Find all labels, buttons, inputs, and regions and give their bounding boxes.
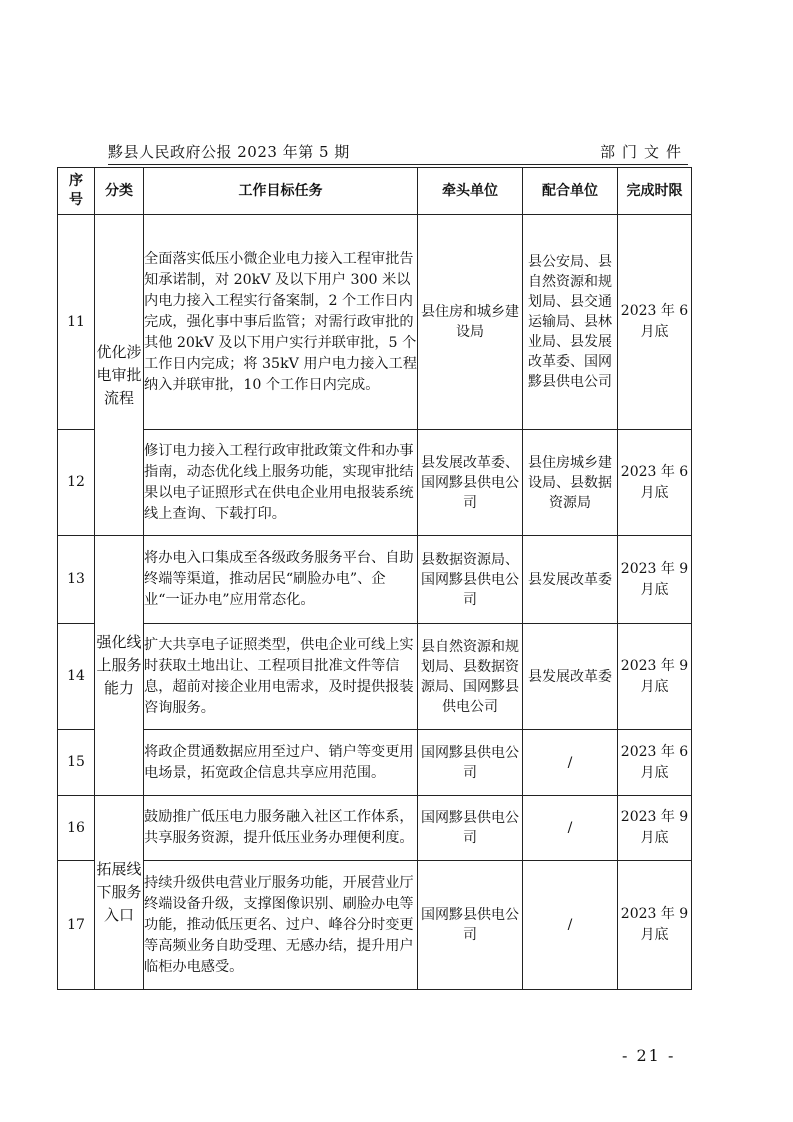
table-row	[58, 861, 692, 990]
col-header-deadline: 完成时限	[618, 168, 692, 215]
task-cell: 扩大共享电子证照类型，供电企业可线上实时获取土地出让、工程项目批准文件等信息，超前对接企业用电需求，及时提供报装咨询服务。	[144, 624, 418, 730]
deadline-cell: 2023 年 9 月底	[618, 861, 692, 990]
section-label: 部门文件	[599, 143, 688, 161]
deadline-cell: 2023 年 9 月底	[618, 536, 692, 624]
row-number: 14	[58, 624, 95, 730]
task-cell: 将办电入口集成至各级政务服务平台、自助终端等渠道，推动居民“刷脸办电”、企业“一证办电”应用常态化。	[144, 536, 418, 624]
deadline-cell: 2023 年 9 月底	[618, 796, 692, 861]
col-header-category: 分类	[95, 168, 144, 215]
lead-unit-cell: 国网黟县供电公司	[418, 796, 523, 861]
deadline-cell: 2023 年 6 月底	[618, 430, 692, 536]
task-cell: 鼓励推广低压电力服务融入社区工作体系，共享服务资源，提升低压业务办理便利度。	[144, 796, 418, 861]
lead-unit-cell: 县自然资源和规划局、县数据资源局、国网黟县供电公司	[418, 624, 523, 730]
task-cell: 将政企贯通数据应用至过户、销户等变更用电场景，拓宽政企信息共享应用范围。	[144, 730, 418, 796]
task-table	[57, 167, 692, 990]
coop-unit-cell: /	[523, 730, 618, 796]
deadline-cell: 2023 年 6 月底	[618, 730, 692, 796]
coop-unit-cell: 县住房城乡建设局、县数据资源局	[523, 430, 618, 536]
gazette-title: 黟县人民政府公报 2023 年第 5 期	[108, 143, 350, 161]
coop-unit-cell: 县发展改革委	[523, 536, 618, 624]
table-row	[58, 624, 692, 730]
lead-unit-cell: 县住房和城乡建设局	[418, 215, 523, 430]
coop-unit-cell: /	[523, 861, 618, 990]
coop-unit-cell: 县发展改革委	[523, 624, 618, 730]
coop-unit-cell: /	[523, 796, 618, 861]
page-header	[108, 141, 688, 163]
row-number: 13	[58, 536, 95, 624]
task-cell: 持续升级供电营业厅服务功能，开展营业厅终端设备升级，支撑图像识别、刷脸办电等功能，推动低压更名、过户、峰谷分时变更等高频业务自助受理、无感办结，提升用户临柜办电感受。	[144, 861, 418, 990]
table-row	[58, 536, 692, 624]
table-header-row	[58, 168, 692, 215]
row-number: 15	[58, 730, 95, 796]
deadline-cell: 2023 年 9 月底	[618, 624, 692, 730]
header-rule	[108, 164, 688, 165]
lead-unit-cell: 县数据资源局、国网黟县供电公司	[418, 536, 523, 624]
table-row	[58, 796, 692, 861]
col-header-no: 序号	[58, 168, 95, 215]
row-number: 11	[58, 215, 95, 430]
table-row	[58, 430, 692, 536]
lead-unit-cell: 国网黟县供电公司	[418, 861, 523, 990]
table-row	[58, 730, 692, 796]
table-row	[58, 215, 692, 430]
category-cell: 拓展线下服务入口	[95, 796, 144, 990]
row-number: 16	[58, 796, 95, 861]
col-header-task: 工作目标任务	[144, 168, 418, 215]
coop-unit-cell: 县公安局、县自然资源和规划局、县交通运输局、县林业局、县发展改革委、国网黟县供电公司	[523, 215, 618, 430]
task-cell: 全面落实低压小微企业电力接入工程审批告知承诺制，对 20kV 及以下用户 300 米以内电力接入工程实行备案制，2 个工作日内完成，强化事中事后监管；对需行政审批的其他 20kV 及以下用户实行并联审批，5 个工作日内完成；将 35kV 用户电力接入工程纳入并联审批，10 个工作日内完成。	[144, 215, 418, 430]
page-number: - 21 -	[622, 1046, 676, 1065]
lead-unit-cell: 县发展改革委、国网黟县供电公司	[418, 430, 523, 536]
lead-unit-cell: 国网黟县供电公司	[418, 730, 523, 796]
row-number: 12	[58, 430, 95, 536]
category-cell: 强化线上服务能力	[95, 536, 144, 796]
col-header-coop: 配合单位	[523, 168, 618, 215]
category-cell: 优化涉电审批流程	[95, 215, 144, 536]
col-header-lead: 牵头单位	[418, 168, 523, 215]
row-number: 17	[58, 861, 95, 990]
deadline-cell: 2023 年 6 月底	[618, 215, 692, 430]
task-cell: 修订电力接入工程行政审批政策文件和办事指南，动态优化线上服务功能，实现审批结果以电子证照形式在供电企业用电报装系统线上查询、下载打印。	[144, 430, 418, 536]
